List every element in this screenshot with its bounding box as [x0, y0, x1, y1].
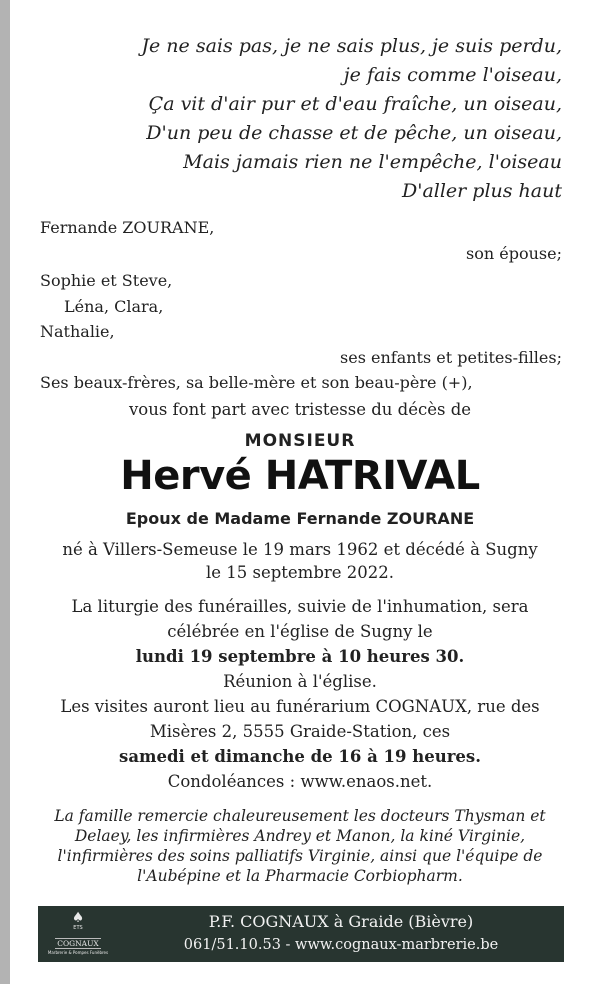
poem-line: D'aller plus haut [401, 180, 562, 202]
cognaux-logo: ♠ ETS COGNAUX Marbrerie & Pompes Funèbres [47, 910, 109, 955]
children-role: ses enfants et petites-filles; [340, 348, 562, 367]
poem-line: Je ne sais pas, je ne sais plus, je suis perdu, [141, 35, 562, 57]
children-line-2: Léna, Clara, [64, 297, 164, 316]
funeral-home-banner [38, 906, 564, 962]
thanks-line: l'Aubépine et la Pharmacie Corbiopharm. [137, 867, 463, 885]
left-margin-bar [0, 0, 10, 984]
poem-line: Ça vit d'air pur et d'eau fraîche, un oiseau, [148, 93, 562, 115]
company-name: P.F. COGNAUX à Graide (Bièvre) [208, 912, 474, 931]
birth-death-line-2: le 15 septembre 2022. [205, 563, 395, 582]
birth-death-line-1: né à Villers-Semeuse le 19 mars 1962 et décédé à Sugny [62, 540, 538, 559]
announcement: vous font part avec tristesse du décès de [128, 400, 472, 419]
poem [141, 32, 562, 206]
condolences-line: Condoléances : www.enaos.net. [167, 772, 433, 791]
ceremony-date: lundi 19 septembre à 10 heures 30. [135, 647, 465, 666]
poem-line: D'un peu de chasse et de pêche, un oiseau, [146, 122, 562, 144]
ceremony-line-1: La liturgie des funérailles, suivie de l'inhumation, sera [71, 597, 529, 616]
flame-icon: ♠ [71, 910, 85, 926]
spouse-role: son épouse; [466, 244, 562, 263]
thanks-line: Delaey, les infirmières Andrey et Manon, la kiné Virginie, [74, 827, 526, 845]
children-line-3: Nathalie, [40, 322, 115, 341]
thanks-paragraph [30, 806, 570, 886]
deceased-title: MONSIEUR [244, 431, 356, 451]
poem-line: je fais comme l'oiseau, [343, 64, 562, 86]
ceremony-line-2: célébrée en l'église de Sugny le [167, 622, 433, 641]
visits-line-2: Misères 2, 5555 Graide-Station, ces [149, 722, 451, 741]
thanks-line: l'infirmières des soins palliatifs Virginie, ainsi que l'équipe de [57, 847, 543, 865]
deceased-name: Hervé HATRIVAL [120, 453, 480, 499]
meeting-line: Réunion à l'église. [223, 672, 377, 691]
visits-time: samedi et dimanche de 16 à 19 heures. [119, 747, 481, 766]
company-contact: 061/51.10.53 - www.cognaux-marbrerie.be [183, 937, 499, 953]
visits-line-1: Les visites auront lieu au funérarium COGNAUX, rue des [60, 697, 540, 716]
poem-line: Mais jamais rien ne l'empêche, l'oiseau [183, 151, 562, 173]
in-laws-line: Ses beaux-frères, sa belle-mère et son beau-père (+), [40, 373, 473, 392]
spouse-line: Epoux de Madame Fernande ZOURANE [125, 509, 475, 528]
thanks-line: La famille remercie chaleureusement les docteurs Thysman et [54, 807, 546, 825]
spouse-name: Fernande ZOURANE, [40, 218, 215, 237]
children-line-1: Sophie et Steve, [40, 271, 173, 290]
